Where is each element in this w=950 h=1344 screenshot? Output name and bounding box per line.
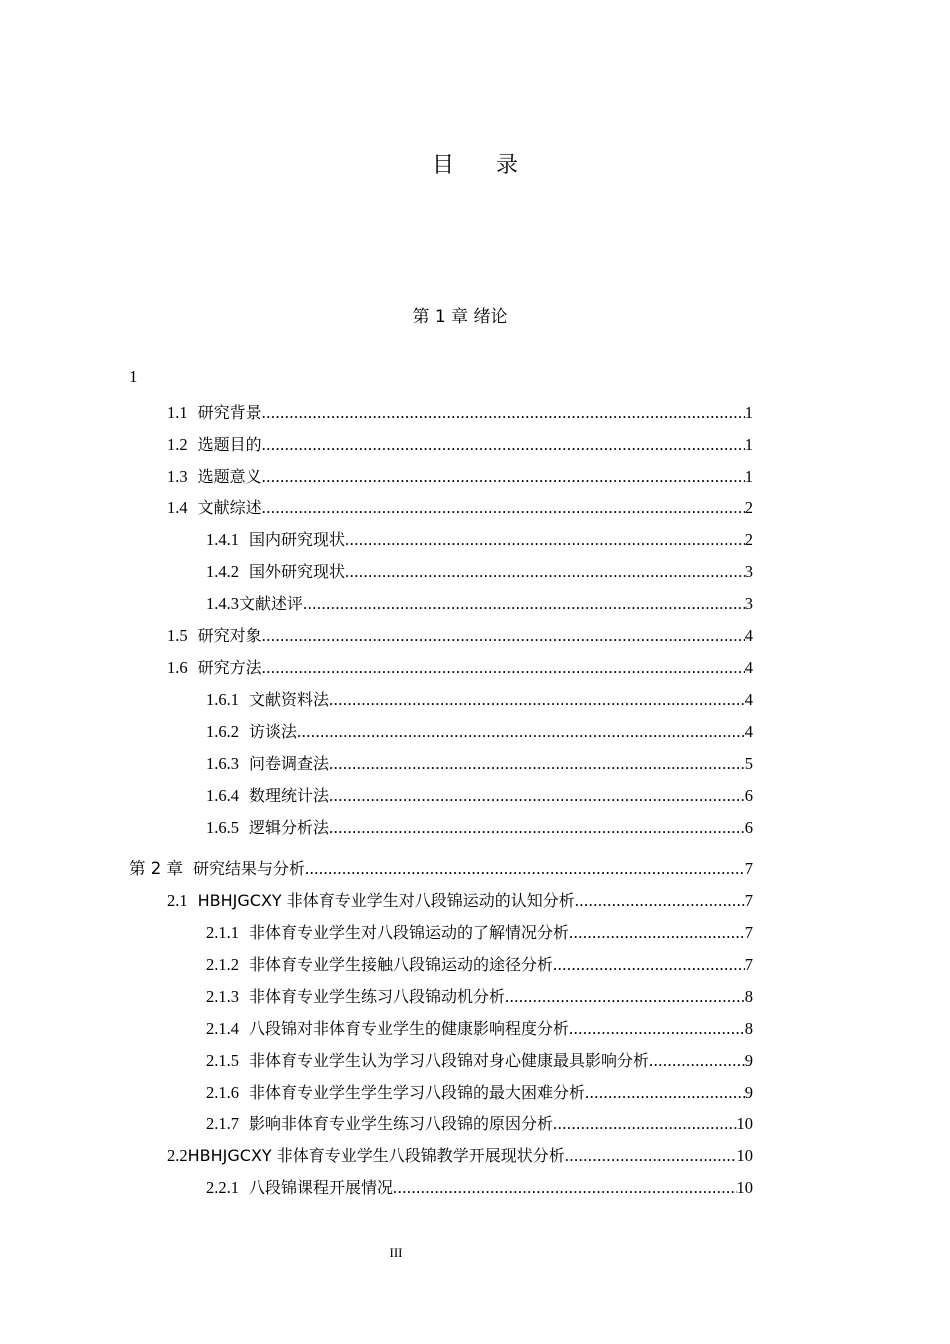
toc-leader — [262, 467, 745, 487]
toc-leader — [262, 435, 745, 455]
toc-text: 非体育专业学生学生学习八段锦的最大困难分析 — [249, 1083, 586, 1102]
toc-entry-1-5[interactable] — [0, 620, 753, 646]
toc-text: 访谈法 — [249, 722, 298, 741]
toc-num: 1.6.5 — [206, 818, 239, 837]
toc-leader — [303, 594, 745, 614]
toc-num: 1.4.2 — [206, 562, 239, 581]
toc-page-number: 9 — [744, 1083, 753, 1102]
title-char-1: 目 — [431, 153, 454, 178]
toc-num: 1.6.2 — [206, 722, 239, 741]
toc-page-number: 8 — [744, 987, 753, 1006]
toc-num: 2.2 — [167, 1146, 188, 1165]
toc-text: 研究结果与分析 — [193, 859, 306, 878]
toc-page-number: 4 — [744, 658, 753, 677]
toc-page-number: 4 — [744, 722, 753, 741]
toc-num: 2.1.4 — [206, 1019, 239, 1038]
toc-page-number: 10 — [736, 1178, 753, 1197]
chapter-1-heading: 第 1 章 绪论 — [412, 307, 508, 327]
toc-page-number: 4 — [744, 626, 753, 645]
toc-page-number: 2 — [744, 530, 753, 549]
toc-text: 研究背景 — [197, 403, 262, 422]
stray-page-number: 1 — [129, 367, 138, 386]
toc-page-number: 7 — [744, 923, 753, 942]
toc-num: 1.6.1 — [206, 690, 239, 709]
toc-text: 国内研究现状 — [249, 530, 346, 549]
toc-text: 非体育专业学生对八段锦运动的了解情况分析 — [249, 923, 570, 942]
toc-entry-2-1[interactable] — [0, 885, 753, 911]
toc-leader — [262, 658, 745, 678]
toc-text: 文献资料法 — [249, 690, 330, 709]
toc-text: 逻辑分析法 — [249, 818, 330, 837]
toc-entry-2-1-7[interactable] — [0, 1108, 753, 1134]
toc-page-number: 2 — [744, 498, 753, 517]
page-footer-number: III — [389, 1245, 403, 1260]
toc-num: 1.6.4 — [206, 786, 239, 805]
toc-page-number: 1 — [744, 467, 753, 486]
toc-entry-1-6-4[interactable] — [0, 780, 753, 806]
toc-entry-1-6-5[interactable] — [0, 812, 753, 838]
toc-page-number: 7 — [744, 891, 753, 910]
toc-leader — [649, 1051, 745, 1071]
toc-entry-2-2-1[interactable] — [0, 1172, 753, 1198]
toc-leader — [505, 987, 745, 1007]
toc-leader — [262, 498, 745, 518]
toc-leader — [329, 690, 745, 710]
toc-entry-1-1[interactable] — [0, 397, 753, 423]
toc-page-number: 7 — [744, 955, 753, 974]
toc-entry-2-1-1[interactable] — [0, 917, 753, 943]
toc-entry-1-4-1[interactable] — [0, 524, 753, 550]
toc-page-number: 8 — [744, 1019, 753, 1038]
toc-entry-1-6-3[interactable] — [0, 748, 753, 774]
title-char-2: 录 — [496, 153, 519, 178]
toc-leader — [305, 859, 745, 879]
toc-num: 1.4.3 — [206, 594, 239, 613]
toc-entry-1-3[interactable] — [0, 461, 753, 487]
toc-page-number: 3 — [744, 562, 753, 581]
toc-num: 2.2.1 — [206, 1178, 239, 1197]
toc-entry-1-4-2[interactable] — [0, 556, 753, 582]
toc-text: HBHJGCXY 非体育专业学生对八段锦运动的认知分析 — [197, 891, 575, 910]
toc-page-number: 10 — [736, 1114, 753, 1133]
toc-leader — [329, 786, 745, 806]
toc-entry-2-1-6[interactable] — [0, 1077, 753, 1103]
toc-leader — [345, 530, 745, 550]
toc-leader — [329, 754, 745, 774]
toc-page-number: 6 — [744, 818, 753, 837]
toc-num: 2.1.1 — [206, 923, 239, 942]
toc-page-number: 6 — [744, 786, 753, 805]
toc-num: 1.3 — [167, 467, 188, 486]
toc-text: HBHJGCXY 非体育专业学生八段锦教学开展现状分析 — [187, 1146, 565, 1165]
toc-num: 2.1.2 — [206, 955, 239, 974]
toc-entry-1-6-1[interactable] — [0, 684, 753, 710]
toc-num: 1.4 — [167, 498, 188, 517]
toc-text: 八段锦对非体育专业学生的健康影响程度分析 — [249, 1019, 570, 1038]
toc-page-number: 9 — [744, 1051, 753, 1070]
toc-num: 1.6.3 — [206, 754, 239, 773]
toc-num: 2.1 — [167, 891, 188, 910]
toc-text: 选题目的 — [197, 435, 262, 454]
toc-num: 1.4.1 — [206, 530, 239, 549]
toc-leader — [553, 955, 745, 975]
toc-entry-1-4-3[interactable] — [0, 588, 753, 614]
toc-num: 2.1.5 — [206, 1051, 239, 1070]
toc-page-number: 4 — [744, 690, 753, 709]
toc-leader — [297, 722, 745, 742]
toc-text: 文献述评 — [239, 594, 304, 613]
toc-leader — [345, 562, 745, 582]
toc-entry-1-6[interactable] — [0, 652, 753, 678]
toc-leader — [565, 1146, 737, 1166]
toc-num: 1.5 — [167, 626, 188, 645]
page-title — [0, 148, 950, 179]
toc-text: 非体育专业学生练习八段锦动机分析 — [249, 987, 506, 1006]
toc-text: 问卷调查法 — [249, 754, 330, 773]
toc-page-number: 1 — [744, 403, 753, 422]
toc-text: 非体育专业学生认为学习八段锦对身心健康最具影响分析 — [249, 1051, 650, 1070]
toc-leader — [393, 1178, 736, 1198]
toc-entry-2-2[interactable] — [0, 1140, 753, 1166]
toc-text: 研究对象 — [197, 626, 262, 645]
toc-num: 第 2 章 — [129, 859, 183, 878]
toc-page-number: 7 — [744, 859, 753, 878]
toc-leader — [553, 1114, 736, 1134]
toc-text: 数理统计法 — [249, 786, 330, 805]
toc-text: 八段锦课程开展情况 — [249, 1178, 394, 1197]
toc-entry-1-4[interactable] — [0, 492, 753, 518]
toc-num: 1.1 — [167, 403, 188, 422]
toc-text: 文献综述 — [197, 498, 262, 517]
toc-page-number: 1 — [744, 435, 753, 454]
toc-entry-2-1-2[interactable] — [0, 949, 753, 975]
toc-leader — [329, 818, 745, 838]
toc-leader — [262, 403, 745, 423]
toc-leader — [569, 923, 745, 943]
toc-num: 1.2 — [167, 435, 188, 454]
toc-entry-1-2[interactable] — [0, 429, 753, 455]
toc-num: 2.1.7 — [206, 1114, 239, 1133]
toc-text: 影响非体育专业学生练习八段锦的原因分析 — [249, 1114, 554, 1133]
toc-text: 研究方法 — [197, 658, 262, 677]
toc-leader — [585, 1083, 745, 1103]
toc-entry-2-1-4[interactable] — [0, 1013, 753, 1039]
toc-num: 2.1.6 — [206, 1083, 239, 1102]
toc-page-number: 5 — [744, 754, 753, 773]
toc-num: 2.1.3 — [206, 987, 239, 1006]
toc-leader — [575, 891, 745, 911]
toc-entry-2-1-5[interactable] — [0, 1045, 753, 1071]
toc-page-number: 3 — [744, 594, 753, 613]
toc-text: 选题意义 — [197, 467, 262, 486]
toc-leader — [569, 1019, 745, 1039]
toc-page-number: 10 — [736, 1146, 753, 1165]
toc-text: 国外研究现状 — [249, 562, 346, 581]
toc-text: 非体育专业学生接触八段锦运动的途径分析 — [249, 955, 554, 974]
toc-leader — [262, 626, 745, 646]
toc-entry-1-6-2[interactable] — [0, 716, 753, 742]
toc-entry-chapter-2[interactable] — [0, 853, 753, 879]
toc-num: 1.6 — [167, 658, 188, 677]
toc-entry-2-1-3[interactable] — [0, 981, 753, 1007]
